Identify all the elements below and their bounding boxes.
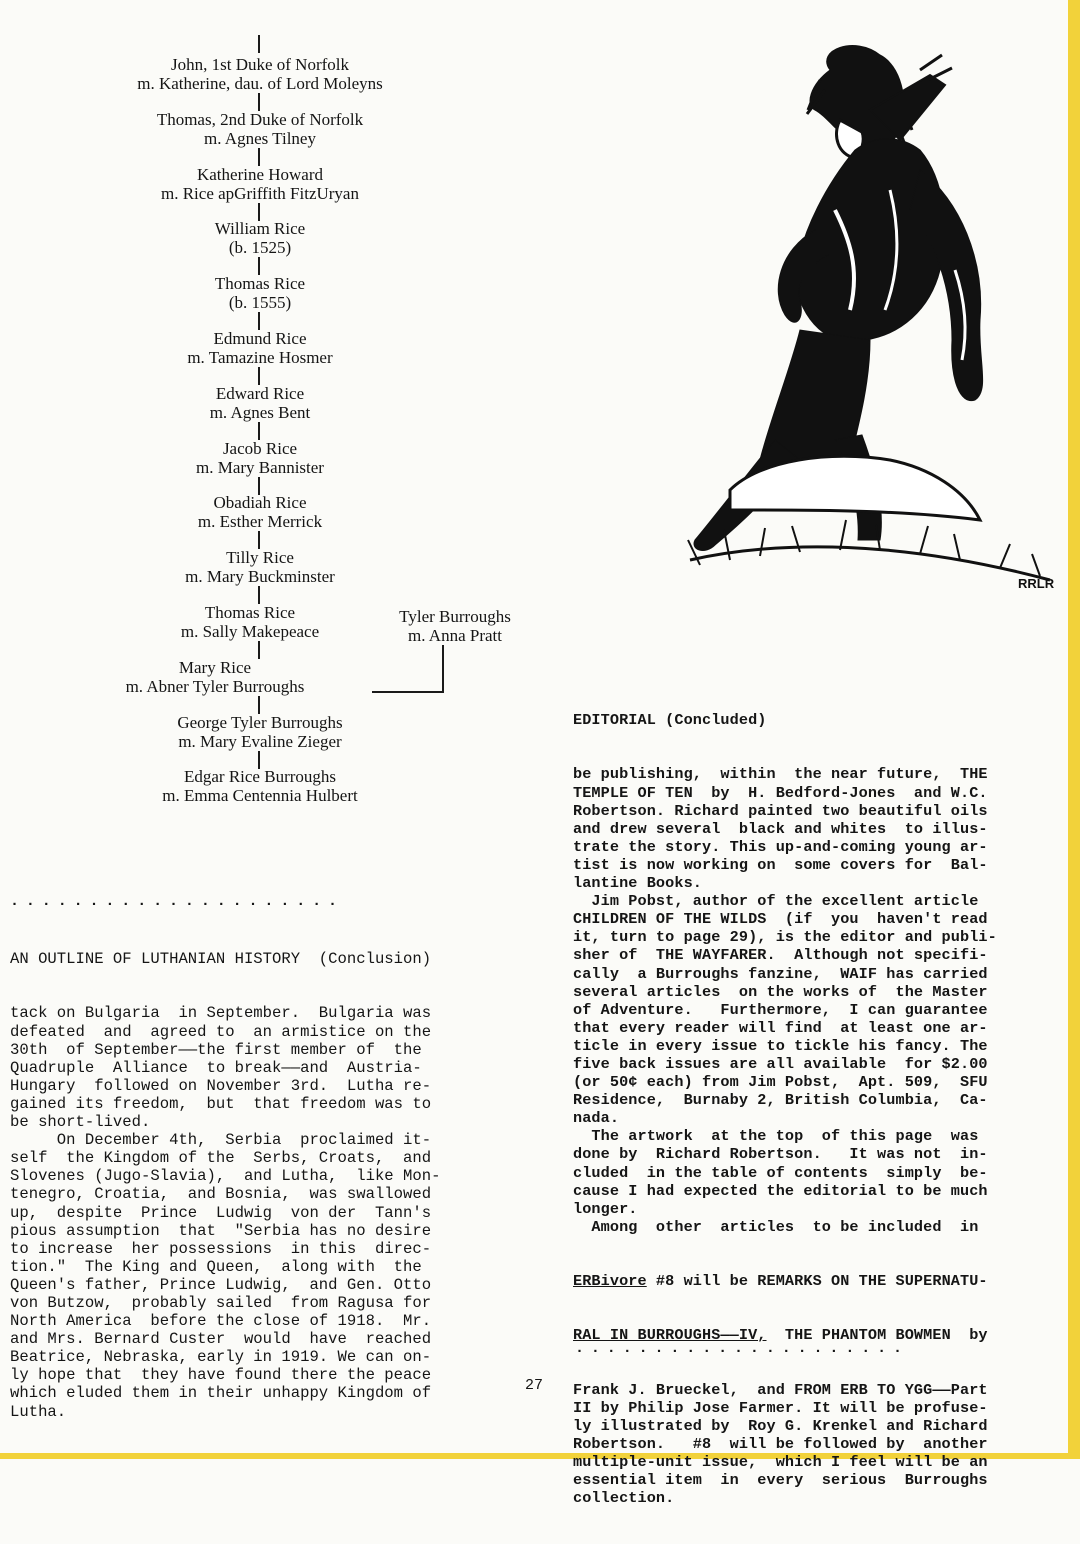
text-line: TEMPLE OF TEN by H. Bedford-Jones and W.C. (573, 783, 988, 802)
text-line: cause I had expected the editorial to be much (573, 1181, 988, 1200)
tree-connector (258, 531, 260, 549)
text-line: lantine Books. (573, 874, 702, 893)
text-line: CHILDREN OF THE WILDS (if you haven't read (573, 910, 988, 929)
tree-node-name: Tilly Rice (226, 548, 294, 568)
text-line: Lutha. (10, 1402, 67, 1421)
tree-node-name: Thomas Rice (214, 274, 306, 294)
tree-node-name: Obadiah Rice (213, 493, 307, 513)
article-heading: AN OUTLINE OF LUTHANIAN HISTORY (Conclusion) (10, 950, 432, 969)
tree-node (60, 55, 460, 93)
text-line: The artwork at the top of this page was (573, 1127, 979, 1146)
text-line: tenegro, Croatia, and Bosnia, was swallowed (10, 1185, 432, 1204)
text-line: several articles on the works of the Master (573, 982, 988, 1001)
tree-node-spouse: m. Esther Merrick (197, 512, 323, 532)
text-line: von Butzow, probably sailed from Ragusa for (10, 1293, 432, 1312)
tree-connector (258, 586, 260, 604)
tree-connector (258, 148, 260, 166)
text-line: 30th of September——the first member of the (10, 1040, 422, 1059)
tree-connector (258, 312, 260, 330)
tree-node-spouse: m. Tamazine Hosmer (187, 348, 333, 367)
text-line: Slovenes (Jugo-Slavia), and Lutha, like Mon- (10, 1167, 441, 1186)
editorial-article (573, 675, 1071, 1544)
text-line: Hungary followed on November 3rd. Lutha re- (10, 1076, 432, 1095)
tree-node-spouse: m. Anna Pratt (408, 626, 502, 645)
text-line: essential item in every serious Burroughs (573, 1471, 988, 1490)
tree-node-name: Katherine Howard (196, 164, 324, 184)
tree-node-name: William Rice (214, 219, 306, 239)
tree-node-name: Edward Rice (215, 383, 305, 403)
text-line: II by Philip Jose Farmer. It will be profuse- (573, 1398, 988, 1417)
tree-node (60, 548, 460, 586)
tree-connector (258, 203, 260, 221)
tree-connector (258, 751, 260, 769)
text-line: pious assumption that "Serbia has no desire (10, 1221, 432, 1240)
text-line: gained its freedom, but that freedom was to (10, 1094, 432, 1113)
tree-node-name: Tyler Burroughs (399, 607, 511, 626)
text-line: it, turn to page 29), is the editor and publi- (573, 928, 997, 947)
text-line: Residence, Burnaby 2, British Columbia, Ca- (573, 1091, 988, 1110)
artist-signature: RRLR (1018, 576, 1055, 591)
tree-node (60, 713, 460, 751)
tree-node-name: Edmund Rice (213, 329, 307, 348)
tree-node (60, 493, 460, 531)
tree-node-spouse: m. Sally Makepeace (180, 622, 320, 641)
tree-node-spouse: m. Mary Buckminster (185, 567, 335, 587)
text-line: North America before the close of 1918. Mr. (10, 1312, 432, 1331)
tree-node (60, 329, 460, 367)
tree-node-name: George Tyler Burroughs (177, 712, 343, 732)
warrior-illustration (600, 40, 1070, 595)
erbivore-title: ERBivore (573, 1272, 647, 1291)
text-line: On December 4th, Serbia proclaimed it- (10, 1131, 432, 1150)
text-line: nada. (573, 1109, 620, 1128)
text-line: tion." The King and Queen, along with the (10, 1257, 422, 1276)
tree-connector (258, 696, 260, 714)
text-line: (or 50¢ each) from Jim Pobst, Apt. 509, SFU (573, 1073, 988, 1092)
dot-rule-right: ..................... (575, 1340, 909, 1357)
tree-node-spouse: m. Rice apGriffith FitzUryan (161, 183, 359, 203)
text-line: Among other articles to be included in (573, 1217, 979, 1236)
text-line: ticle in every issue to tickle his fancy. The (573, 1036, 988, 1055)
text-line: Beatrice, Nebraska, early in 1919. We can on- (10, 1348, 432, 1367)
text-line: Robertson. #8 will be followed by another (573, 1434, 988, 1453)
text-line: that every reader will find at least one ar- (573, 1018, 988, 1037)
tree-node-spouse: m. Katherine, dau. of Lord Moleyns (137, 74, 383, 93)
text-line: ly hope that they have found there the peace (10, 1366, 432, 1385)
text-line: and Mrs. Bernard Custer would have reached (10, 1330, 432, 1349)
tree-node-spouse: (b. 1555) (228, 293, 292, 313)
text-line: Jim Pobst, author of the excellent article (573, 892, 979, 911)
text-line: sher of THE WAYFARER. Although not specifi- (573, 946, 988, 965)
tree-node-spouse: m. Agnes Bent (209, 402, 311, 422)
tree-connector (258, 367, 260, 385)
text-line: be short-lived. (10, 1113, 151, 1132)
editorial-text: #8 will be REMARKS ON THE SUPERNATU- (646, 1272, 988, 1291)
text-line: of Adventure. Furthermore, I can guarantee (573, 1000, 988, 1019)
tree-node (60, 165, 460, 203)
text-line: multiple-unit issue, which I feel will be an (573, 1453, 988, 1472)
text-line: Quadruple Alliance to break——and Austria- (10, 1058, 422, 1077)
text-line: collection. (573, 1489, 675, 1508)
text-line: Robertson. Richard painted two beautiful oils (573, 801, 988, 820)
tree-node-spouse: m. Agnes Tilney (204, 128, 316, 148)
tree-connector (258, 477, 260, 495)
editorial-text: THE PHANTOM BOWMEN by (766, 1326, 988, 1345)
text-line: and drew several black and whites to illus- (573, 819, 988, 838)
tree-node (60, 219, 460, 257)
text-line: five back issues are all available for $2.00 (573, 1054, 988, 1073)
tree-connector (258, 257, 260, 275)
text-line: cluded in the table of contents simply be- (573, 1163, 988, 1182)
text-line: self the Kingdom of the Serbs, Croats, and (10, 1149, 432, 1168)
tree-connector (258, 422, 260, 440)
supernatural-title: RAL IN BURROUGHS——IV, (573, 1326, 767, 1345)
text-line: to increase her possessions in this direc- (10, 1239, 432, 1258)
tree-node (100, 603, 400, 641)
tree-node-spouse: m. Mary Evaline Zieger (178, 731, 342, 751)
tree-node (60, 658, 370, 696)
text-line: ly illustrated by Roy G. Krenkel and Richard (573, 1416, 988, 1435)
editorial-heading: EDITORIAL (Concluded) (573, 711, 767, 730)
text-line: cally a Burroughs fanzine, WAIF has carried (573, 964, 988, 983)
text-line: defeated and agreed to an armistice on the (10, 1022, 432, 1041)
tree-connector (258, 641, 260, 659)
text-line: tack on Bulgaria in September. Bulgaria was (10, 1004, 432, 1023)
tree-node-name: Jacob Rice (222, 438, 298, 458)
tree-node (60, 110, 460, 148)
page-number: 27 (525, 1377, 544, 1394)
side-branch-arrow (372, 691, 444, 693)
tree-node-side-branch (360, 607, 550, 645)
tree-node (60, 767, 460, 805)
text-line: up, despite Prince Ludwig von der Tann's (10, 1203, 432, 1222)
tree-node-name: Edgar Rice Burroughs (183, 767, 337, 787)
text-line: done by Richard Robertson. It was not in- (573, 1145, 988, 1164)
text-line: which eluded them in their unhappy Kingdom of (10, 1384, 432, 1403)
tree-node-name: John, 1st Duke of Norfolk (170, 55, 349, 74)
tree-node-spouse: m. Emma Centennia Hulbert (162, 786, 358, 806)
text-line: longer. (573, 1199, 638, 1218)
tree-node-spouse: m. Abner Tyler Burroughs (125, 676, 305, 696)
luthanian-history-article (10, 914, 510, 1457)
tree-node-name: Thomas, 2nd Duke of Norfolk (156, 109, 364, 129)
text-line: Frank J. Brueckel, and FROM ERB TO YGG——Part (573, 1380, 988, 1399)
side-branch-connector (442, 645, 444, 693)
text-line: tist is now working on some covers for Bal- (573, 855, 988, 874)
tree-node (60, 274, 460, 312)
editorial-line (573, 1272, 1071, 1290)
tree-node-spouse: m. Mary Bannister (196, 457, 324, 477)
tree-node (60, 439, 460, 477)
tree-node-name: Thomas Rice (204, 603, 296, 622)
tree-connector (258, 93, 260, 111)
tree-node-name: Mary Rice (178, 657, 252, 677)
tree-node-spouse: (b. 1525) (228, 238, 292, 258)
dot-rule-left: ..................... (10, 893, 344, 910)
text-line: Queen's father, Prince Ludwig, and Gen. Otto (10, 1275, 432, 1294)
tree-node (60, 384, 460, 422)
text-line: be publishing, within the near future, THE (573, 765, 988, 784)
text-line: trate the story. This up-and-coming young ar- (573, 837, 988, 856)
